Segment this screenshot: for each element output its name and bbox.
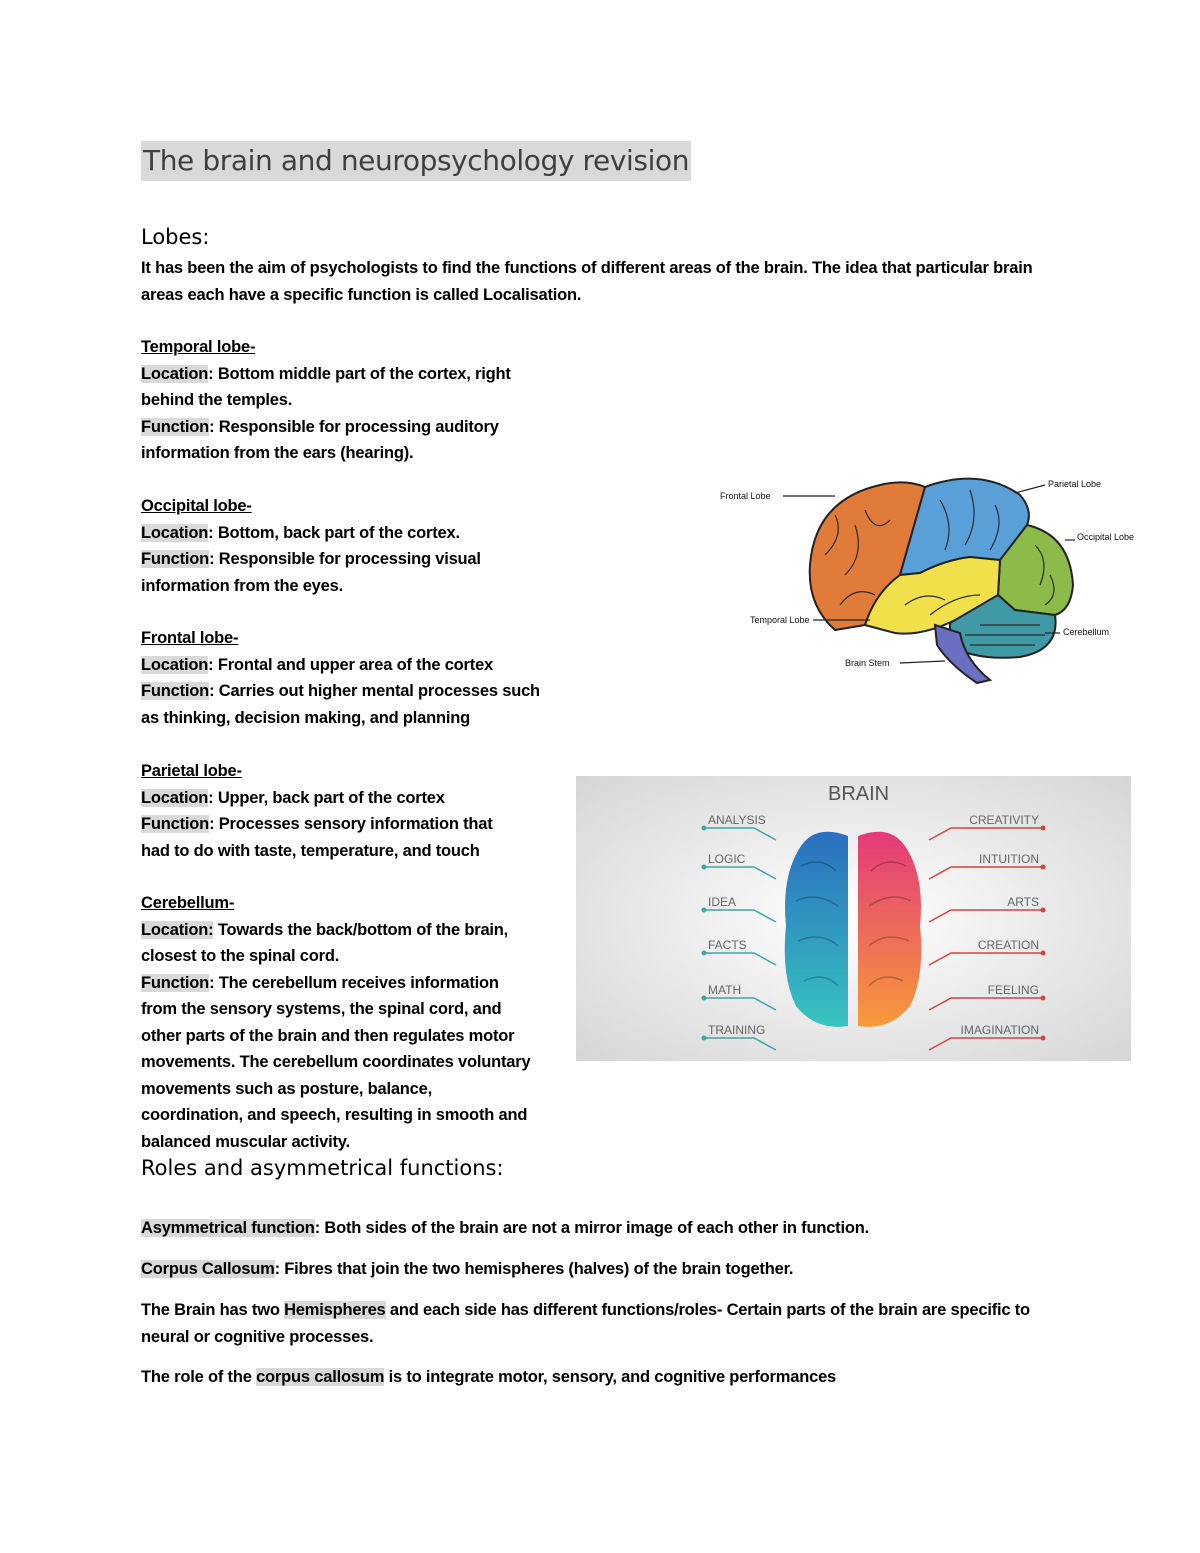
temporal-function-text: : Responsible for processing auditory information from the ears (hearing). xyxy=(141,417,499,462)
frontal-lobe-label: Frontal Lobe xyxy=(720,491,771,501)
brain-lobes-diagram xyxy=(715,465,1160,690)
frontal-lobe-heading: Frontal lobe- xyxy=(141,629,239,647)
right-label-creativity: CREATIVITY xyxy=(969,813,1039,827)
corpus-callosum-label: Corpus Callosum xyxy=(141,1260,275,1278)
cerebellum-label: Cerebellum xyxy=(1063,627,1110,637)
corpus-callosum-role-paragraph xyxy=(141,1364,1061,1391)
cerebellum-section xyxy=(141,890,533,1155)
parietal-lobe-heading: Parietal lobe- xyxy=(141,762,242,780)
left-connector-dot xyxy=(702,996,707,1001)
temporal-lobe-heading: Temporal lobe- xyxy=(141,338,256,356)
corpus-callosum-text: : Fibres that join the two hemispheres (halves) of the brain together. xyxy=(274,1260,794,1278)
parietal-function-text: : Processes sensory information that had to do with taste, temperature, and touch xyxy=(141,815,493,860)
parietal-lobe-section xyxy=(141,758,521,864)
occipital-lobe-label: Occipital Lobe xyxy=(1077,532,1135,542)
occipital-function-text: : Responsible for processing visual information from the eyes. xyxy=(141,550,481,595)
right-label-imagination: IMAGINATION xyxy=(960,1023,1039,1037)
brain-stem-label: Brain Stem xyxy=(845,658,890,668)
location-label: Location xyxy=(141,788,209,807)
asymmetrical-function-paragraph xyxy=(141,1215,1061,1242)
function-label: Function xyxy=(141,417,210,436)
corpus-callosum-role-label: corpus callosum xyxy=(256,1368,385,1386)
temporal-location-text: : Bottom middle part of the cortex, right behind the temples. xyxy=(141,364,511,409)
left-label-facts: FACTS xyxy=(708,938,747,952)
function-label: Function xyxy=(141,973,210,992)
left-label-idea: IDEA xyxy=(708,895,737,909)
occipital-lobe-section xyxy=(141,493,521,599)
location-label: Location xyxy=(141,364,209,383)
left-label-training: TRAINING xyxy=(708,1023,766,1037)
cerebellum-function-text: : The cerebellum receives information from the sensory systems, the spinal cord, and other parts of the brain and then regulates motor movements. The cerebellum coordinates voluntary movements such as posture, balance, coordination, and speech, resulting in smooth and balanced muscular activity. xyxy=(141,973,531,1151)
function-label: Function xyxy=(141,682,210,700)
hemispheres-paragraph xyxy=(141,1297,1061,1350)
corpus-callosum-paragraph xyxy=(141,1256,1061,1283)
right-label-arts: ARTS xyxy=(1007,895,1039,909)
right-connector-dot xyxy=(1041,1036,1046,1041)
asymmetrical-function-label: Asymmetrical function xyxy=(141,1219,315,1237)
right-label-creation: CREATION xyxy=(977,938,1039,952)
left-connector-dot xyxy=(702,908,707,913)
occipital-lobe-heading: Occipital lobe- xyxy=(141,497,252,515)
temporal-lobe-label: Temporal Lobe xyxy=(750,615,810,625)
right-connector-dot xyxy=(1041,951,1046,956)
location-label: Location xyxy=(141,655,209,674)
location-label: Location: xyxy=(141,920,214,939)
asymmetrical-function-text: : Both sides of the brain are not a mirror image of each other in function. xyxy=(314,1219,870,1237)
right-connector-dot xyxy=(1041,996,1046,1001)
left-label-analysis: ANALYSIS xyxy=(708,813,766,827)
function-label: Function xyxy=(141,815,210,833)
lobes-heading: Lobes: xyxy=(141,225,210,249)
infographic-title: BRAIN xyxy=(828,783,890,805)
page-title: The brain and neuropsychology revision xyxy=(141,141,691,181)
cerebellum-heading: Cerebellum- xyxy=(141,894,235,912)
left-connector-dot xyxy=(702,1036,707,1041)
left-label-logic: LOGIC xyxy=(708,852,746,866)
parietal-lobe-label: Parietal Lobe xyxy=(1048,479,1102,489)
temporal-lobe-section xyxy=(141,334,541,467)
frontal-location-text: : Frontal and upper area of the cortex xyxy=(208,655,494,674)
brain-outline xyxy=(810,479,1073,683)
right-label-feeling: FEELING xyxy=(987,983,1039,997)
location-label: Location xyxy=(141,523,209,542)
right-label-intuition: INTUITION xyxy=(979,852,1039,866)
right-hemisphere xyxy=(858,832,921,1027)
frontal-function-text: : Carries out higher mental processes such as thinking, decision making, and planning xyxy=(141,682,540,727)
right-connector-dot xyxy=(1041,826,1046,831)
infographic-background xyxy=(576,776,1131,1061)
role-text: is to integrate motor, sensory, and cognitive performances xyxy=(384,1368,837,1386)
intro-paragraph: It has been the aim of psychologists to find the functions of different areas of the brain. The idea that particular brain areas each have a specific function is called Localisation. xyxy=(141,259,1033,304)
frontal-lobe-section xyxy=(141,625,541,731)
hemispheres-label: Hemispheres xyxy=(284,1301,386,1319)
right-connector-dot xyxy=(1041,908,1046,913)
roles-heading: Roles and asymmetrical functions: xyxy=(141,1156,504,1180)
role-pre-text: The role of the xyxy=(141,1368,257,1386)
occipital-location-text: : Bottom, back part of the cortex. xyxy=(208,523,460,542)
left-connector-dot xyxy=(702,826,707,831)
left-label-math: MATH xyxy=(708,983,742,997)
right-connector-dot xyxy=(1041,865,1046,870)
hemispheres-pre-text: The Brain has two xyxy=(141,1301,285,1319)
brain-hemispheres-infographic xyxy=(576,776,1131,1061)
hemispheres-text: and each side has different functions/roles- Certain parts of the brain are specific to neural or cognitive processes. xyxy=(141,1301,1030,1346)
function-label: Function xyxy=(141,550,210,568)
left-hemisphere xyxy=(785,832,848,1027)
left-connector-dot xyxy=(702,951,707,956)
cerebellum-location-text: Towards the back/bottom of the brain, closest to the spinal cord. xyxy=(141,920,509,965)
parietal-location-text: : Upper, back part of the cortex xyxy=(208,788,445,807)
left-connector-dot xyxy=(702,865,707,870)
